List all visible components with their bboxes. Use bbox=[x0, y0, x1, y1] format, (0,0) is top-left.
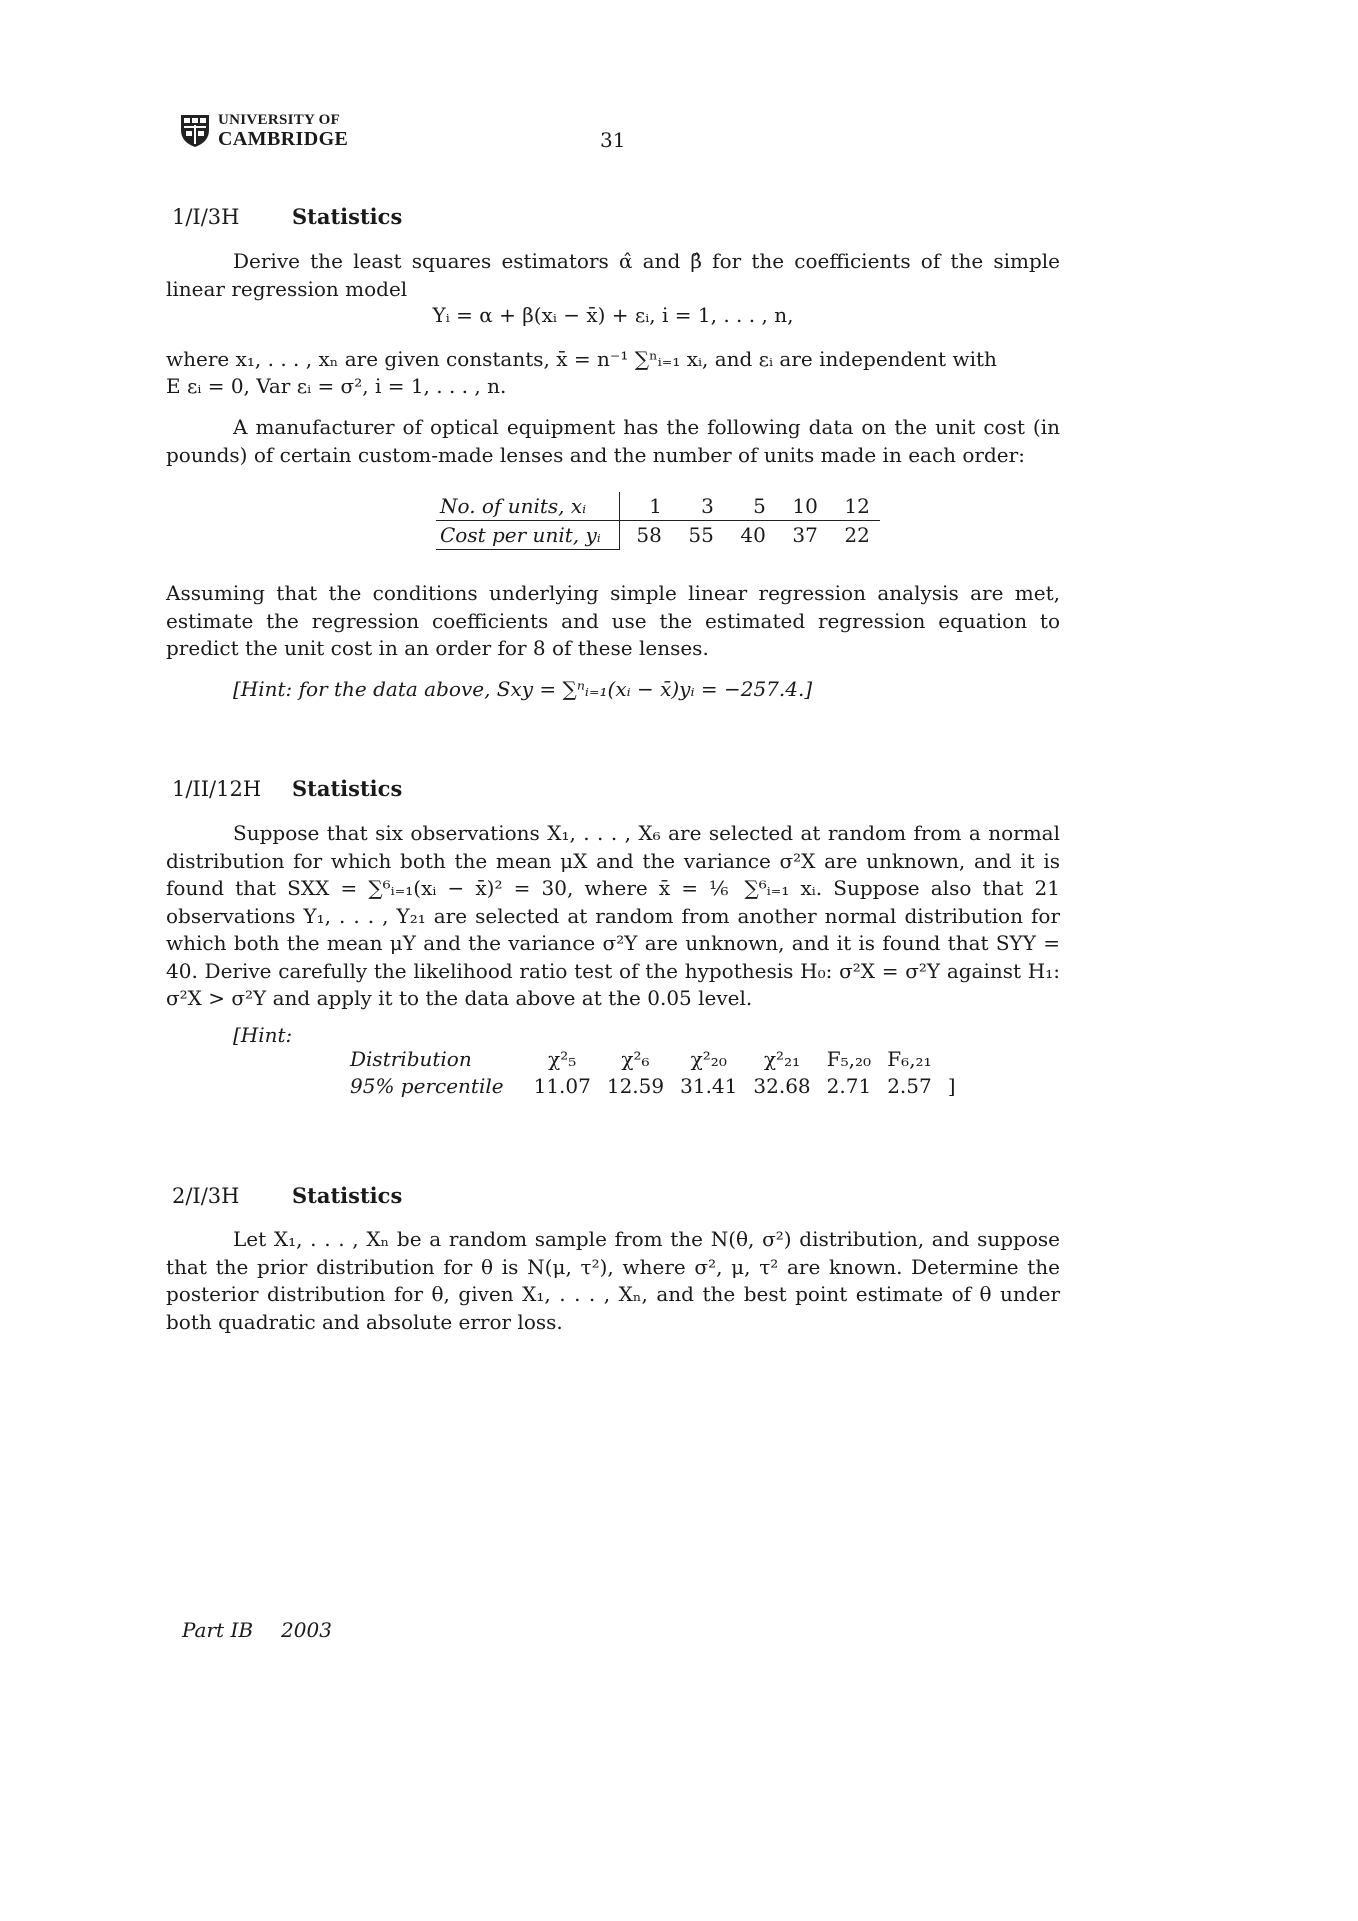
question-3-heading bbox=[172, 1183, 402, 1208]
table-cell: 32.68 bbox=[753, 1074, 811, 1098]
question-code: 2/I/3H bbox=[172, 1184, 240, 1208]
question-2-heading bbox=[172, 776, 402, 801]
q3-paragraph-1: Let X₁, . . . , Xₙ be a random sample from the N(θ, σ²) distribution, and suppose that the prior distribution for θ is N(μ, τ²), where σ², μ, τ² are known. Determine the posterior distribution for θ, given X₁, . . . , Xₙ, and the best point estimate of θ under both quadratic and absolute error loss. bbox=[166, 1227, 1060, 1334]
question-code: 1/I/3H bbox=[172, 205, 240, 229]
table-cell: 2.57 bbox=[887, 1074, 932, 1098]
table-row bbox=[436, 492, 880, 521]
table-cell: 12 bbox=[828, 492, 880, 521]
table-cell: F₆,₂₁ bbox=[887, 1047, 932, 1071]
question-title: Statistics bbox=[292, 776, 403, 801]
q1-paragraph-3: A manufacturer of optical equipment has the following data on the unit cost (in pounds) of certain custom-made lenses and the number of units made in each order: bbox=[166, 415, 1060, 467]
table-cell: 22 bbox=[844, 523, 870, 548]
table-cell: 12.59 bbox=[606, 1074, 665, 1098]
table-cell: 1 bbox=[619, 492, 672, 521]
row-label-percentile: 95% percentile bbox=[350, 1074, 504, 1098]
footer-year: 2003 bbox=[281, 1618, 332, 1642]
logo-line-1: UNIVERSITY OF bbox=[218, 112, 341, 128]
question-title: Statistics bbox=[292, 1183, 403, 1208]
table-row bbox=[436, 521, 880, 550]
q2-paragraph-1: Suppose that six observations X₁, . . . , X₆ are selected at random from a normal distribution for which both the mean μX and the variance σ²X are unknown, and it is found that SXX = ∑⁶ᵢ₌₁(xᵢ − x̄)² = 30, where x̄ = ⅙ ∑⁶ᵢ₌₁ xᵢ. Suppose also that 21 observations Y₁, . . . , Y₂₁ are selected at random from another normal distribution for which both the mean μY and the variance σ²Y are unknown, and it is found that SYY = 40. Derive carefully the likelihood ratio test of the hypothesis H₀: σ²X = σ²Y against H₁: σ²X > σ²Y and apply it to the data above at the 0.05 level. bbox=[166, 821, 1061, 1010]
table-cell: χ²₂₁ bbox=[763, 1047, 801, 1071]
q2-hint-open: [Hint: bbox=[233, 1023, 293, 1047]
table-cell: 11.07 bbox=[533, 1074, 591, 1098]
table-cell: 5 bbox=[724, 492, 776, 521]
table-cell: 2.71 bbox=[826, 1074, 872, 1098]
table-cell: 55 bbox=[688, 523, 714, 548]
question-1-heading bbox=[172, 204, 402, 229]
table-row bbox=[344, 1073, 964, 1100]
percentile-table bbox=[344, 1046, 964, 1100]
table-cell: χ²₅ bbox=[548, 1047, 577, 1071]
q1-hint: [Hint: for the data above, Sxy = ∑ⁿᵢ₌₁(xᵢ − x̄)yᵢ = −257.4.] bbox=[233, 677, 813, 701]
question-title: Statistics bbox=[292, 204, 403, 229]
q1-paragraph-1: Derive the least squares estimators α̂ and β̂ for the coefficients of the simple linear regression model bbox=[166, 249, 1060, 301]
row-label-distribution: Distribution bbox=[350, 1047, 472, 1071]
q1-paragraph-4: Assuming that the conditions underlying simple linear regression analysis are met, estimate the regression coefficients and use the estimated regression equation to predict the unit cost in an order for 8 of these lenses. bbox=[166, 581, 1060, 660]
question-code: 1/II/12H bbox=[172, 777, 262, 801]
lens-data-table bbox=[436, 492, 880, 550]
page-number: 31 bbox=[600, 128, 626, 152]
q1-paragraph-2a: where x₁, . . . , xₙ are given constants, x̄ = n⁻¹ ∑ⁿᵢ₌₁ xᵢ, and εᵢ are independent with bbox=[166, 347, 997, 371]
table-cell: 37 bbox=[792, 523, 818, 548]
logo-line-2: CAMBRIDGE bbox=[218, 128, 349, 150]
crest-icon bbox=[180, 114, 210, 148]
footer-part: Part IB bbox=[182, 1618, 254, 1642]
table-cell: 3 bbox=[672, 492, 724, 521]
row-label-units: No. of units, xᵢ bbox=[436, 492, 619, 521]
hint-close-bracket: ] bbox=[947, 1074, 956, 1098]
table-cell: F₅,₂₀ bbox=[826, 1047, 872, 1071]
q1-paragraph-2b: E εᵢ = 0, Var εᵢ = σ², i = 1, . . . , n. bbox=[166, 374, 507, 398]
q1-equation: Yᵢ = α + β(xᵢ − x̄) + εᵢ, i = 1, . . . , n, bbox=[432, 303, 794, 327]
row-label-cost: Cost per unit, yᵢ bbox=[436, 521, 619, 550]
table-cell: χ²₂₀ bbox=[690, 1047, 727, 1071]
table-cell: 58 bbox=[636, 523, 662, 548]
table-cell: χ²₆ bbox=[621, 1047, 650, 1071]
table-cell: 31.41 bbox=[680, 1074, 738, 1098]
table-cell: 40 bbox=[740, 523, 766, 548]
table-row bbox=[344, 1046, 964, 1073]
university-logo bbox=[180, 112, 360, 154]
footer bbox=[182, 1618, 332, 1642]
table-cell: 10 bbox=[776, 492, 828, 521]
